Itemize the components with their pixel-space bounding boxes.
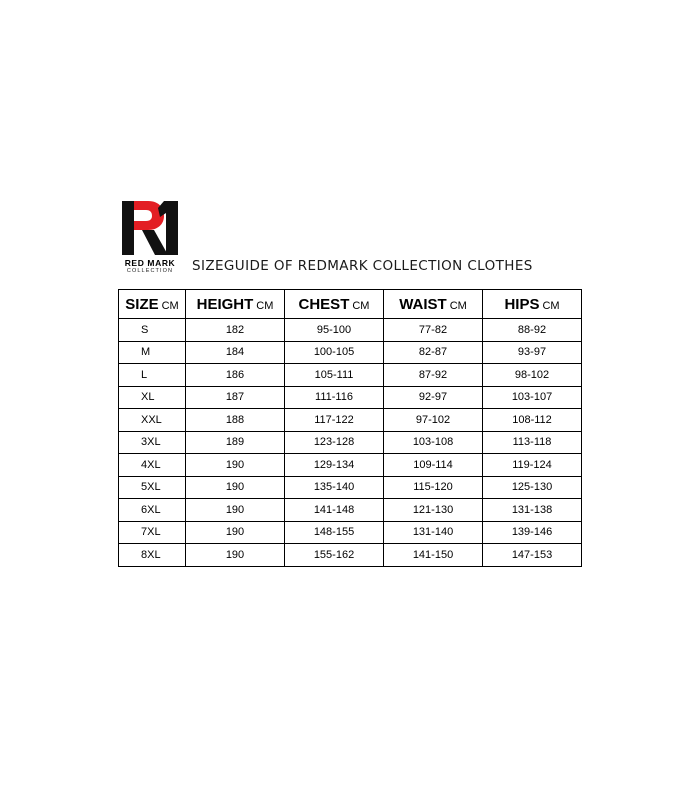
- cell-chest: 155-162: [285, 544, 384, 567]
- header-unit: CM: [161, 299, 179, 312]
- table-row: [119, 454, 582, 477]
- table-row: [119, 476, 582, 499]
- cell-chest: 105-111: [285, 364, 384, 387]
- cell-size: XXL: [119, 409, 186, 432]
- cell-height: 190: [186, 521, 285, 544]
- cell-chest: 111-116: [285, 386, 384, 409]
- header-label: HEIGHT: [196, 295, 254, 313]
- cell-waist: 131-140: [384, 521, 483, 544]
- cell-waist: 141-150: [384, 544, 483, 567]
- header-unit: CM: [256, 299, 274, 312]
- cell-hips: 93-97: [483, 341, 582, 364]
- cell-chest: 95-100: [285, 319, 384, 342]
- header-chest: [285, 290, 384, 319]
- cell-hips: 125-130: [483, 476, 582, 499]
- header-waist: [384, 290, 483, 319]
- cell-size: L: [119, 364, 186, 387]
- cell-chest: 123-128: [285, 431, 384, 454]
- table-row: [119, 341, 582, 364]
- header-size: [119, 290, 186, 319]
- cell-size: 8XL: [119, 544, 186, 567]
- cell-height: 189: [186, 431, 285, 454]
- table-row: [119, 386, 582, 409]
- cell-chest: 148-155: [285, 521, 384, 544]
- cell-chest: 117-122: [285, 409, 384, 432]
- header-label: CHEST: [298, 295, 350, 313]
- cell-size: 5XL: [119, 476, 186, 499]
- cell-height: 190: [186, 476, 285, 499]
- cell-hips: 88-92: [483, 319, 582, 342]
- cell-waist: 121-130: [384, 499, 483, 522]
- cell-height: 182: [186, 319, 285, 342]
- cell-height: 190: [186, 544, 285, 567]
- logo-mark-icon: [118, 199, 182, 257]
- cell-size: 4XL: [119, 454, 186, 477]
- cell-hips: 131-138: [483, 499, 582, 522]
- header-unit: CM: [352, 299, 370, 312]
- cell-waist: 115-120: [384, 476, 483, 499]
- cell-waist: 103-108: [384, 431, 483, 454]
- cell-waist: 87-92: [384, 364, 483, 387]
- cell-hips: 119-124: [483, 454, 582, 477]
- table-row: [119, 409, 582, 432]
- header-height: [186, 290, 285, 319]
- cell-chest: 141-148: [285, 499, 384, 522]
- size-table: [118, 289, 582, 567]
- cell-chest: 129-134: [285, 454, 384, 477]
- logo-brand-sub: COLLECTION: [126, 268, 174, 274]
- cell-size: 6XL: [119, 499, 186, 522]
- cell-size: S: [119, 319, 186, 342]
- cell-chest: 100-105: [285, 341, 384, 364]
- cell-hips: 139-146: [483, 521, 582, 544]
- table-row: [119, 364, 582, 387]
- page-title: SIZEGUIDE OF REDMARK COLLECTION CLOTHES: [192, 258, 533, 274]
- cell-waist: 109-114: [384, 454, 483, 477]
- cell-hips: 103-107: [483, 386, 582, 409]
- cell-waist: 92-97: [384, 386, 483, 409]
- table-row: [119, 521, 582, 544]
- header-hips: [483, 290, 582, 319]
- table-row: [119, 499, 582, 522]
- cell-size: M: [119, 341, 186, 364]
- cell-height: 188: [186, 409, 285, 432]
- cell-waist: 97-102: [384, 409, 483, 432]
- cell-hips: 98-102: [483, 364, 582, 387]
- cell-hips: 147-153: [483, 544, 582, 567]
- brand-logo: [118, 199, 182, 277]
- cell-height: 184: [186, 341, 285, 364]
- cell-height: 187: [186, 386, 285, 409]
- table-row: [119, 319, 582, 342]
- logo-brand-name: RED MARK: [124, 258, 176, 268]
- table-row: [119, 431, 582, 454]
- cell-chest: 135-140: [285, 476, 384, 499]
- cell-size: XL: [119, 386, 186, 409]
- cell-waist: 77-82: [384, 319, 483, 342]
- cell-size: 3XL: [119, 431, 186, 454]
- header-label: HIPS: [504, 295, 540, 313]
- header-label: WAIST: [399, 295, 447, 313]
- table-row: [119, 544, 582, 567]
- header-unit: CM: [449, 299, 467, 312]
- table-header-row: [119, 290, 582, 319]
- cell-height: 186: [186, 364, 285, 387]
- cell-height: 190: [186, 499, 285, 522]
- cell-hips: 108-112: [483, 409, 582, 432]
- cell-waist: 82-87: [384, 341, 483, 364]
- cell-height: 190: [186, 454, 285, 477]
- cell-size: 7XL: [119, 521, 186, 544]
- header-label: SIZE: [125, 295, 159, 313]
- cell-hips: 113-118: [483, 431, 582, 454]
- header-unit: CM: [542, 299, 560, 312]
